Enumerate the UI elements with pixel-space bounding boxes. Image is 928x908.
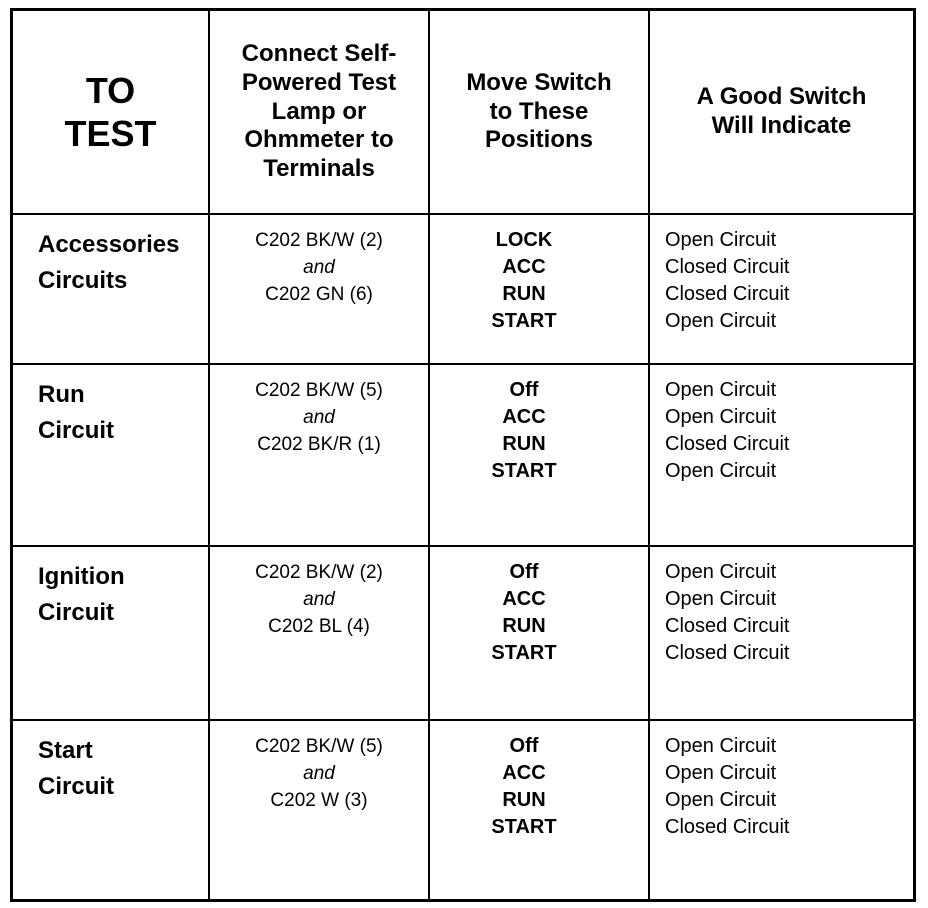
row-label-line: Accessories — [38, 231, 180, 258]
terminal-line: C202 GN (6) — [265, 284, 373, 305]
position-line: ACC — [502, 406, 546, 428]
terminal-and: and — [303, 257, 335, 278]
result-line: Open Circuit — [665, 588, 777, 610]
header-move-line: Positions — [484, 126, 593, 154]
header-connect-line: Terminals — [263, 155, 375, 183]
row-label-cell — [13, 364, 209, 546]
terminal-and: and — [303, 407, 335, 428]
position-line: START — [491, 816, 557, 838]
terminal-and: and — [303, 763, 335, 784]
table-row — [13, 364, 913, 546]
row-label-cell — [13, 214, 209, 364]
positions-cell — [429, 720, 649, 899]
row-label-line: Circuit — [38, 599, 115, 626]
results-cell — [649, 720, 913, 899]
position-line: ACC — [502, 256, 546, 278]
position-line: RUN — [502, 433, 546, 455]
table-row — [13, 720, 913, 899]
terminal-and: and — [303, 589, 335, 610]
result-line: Open Circuit — [665, 460, 777, 482]
header-to-test-line: TEST — [64, 113, 157, 154]
position-line: RUN — [502, 615, 546, 637]
result-line: Closed Circuit — [665, 642, 790, 664]
terminal-line: C202 BK/R (1) — [257, 434, 381, 455]
position-line: ACC — [502, 762, 546, 784]
table-row — [13, 546, 913, 720]
result-line: Closed Circuit — [665, 433, 790, 455]
terminals-cell — [209, 364, 429, 546]
header-indicate-line: A Good Switch — [696, 83, 867, 111]
position-line: START — [491, 642, 557, 664]
header-move-line: to These — [489, 97, 589, 125]
header-move-switch — [429, 11, 649, 214]
result-line: Open Circuit — [665, 762, 777, 784]
position-line: ACC — [502, 588, 546, 610]
position-line: RUN — [502, 283, 546, 305]
header-connect-line: Lamp or — [271, 97, 367, 125]
header-good-switch — [649, 11, 913, 214]
position-line: START — [491, 460, 557, 482]
result-line: Closed Circuit — [665, 816, 790, 838]
terminal-line: C202 BK/W (5) — [255, 380, 383, 401]
position-line: RUN — [502, 789, 546, 811]
position-line: LOCK — [495, 229, 553, 251]
header-to-test — [13, 11, 209, 214]
header-to-test-line: TO — [85, 69, 136, 111]
results-cell — [649, 364, 913, 546]
switch-test-table — [13, 11, 913, 899]
terminal-line: C202 BL (4) — [268, 616, 370, 637]
positions-cell — [429, 214, 649, 364]
header-connect-line: Connect Self- — [241, 40, 397, 67]
row-label-line: Circuit — [38, 417, 115, 444]
position-line: Off — [509, 561, 539, 583]
row-label-line: Circuit — [38, 773, 115, 800]
row-label-line: Start — [38, 737, 93, 764]
table-row — [13, 214, 913, 364]
result-line: Open Circuit — [665, 229, 777, 251]
header-connect-line: Powered Test — [241, 68, 397, 96]
position-line: Off — [509, 735, 539, 757]
positions-cell — [429, 364, 649, 546]
results-cell — [649, 214, 913, 364]
positions-cell — [429, 546, 649, 720]
result-line: Open Circuit — [665, 735, 777, 757]
results-cell — [649, 546, 913, 720]
terminal-line: C202 BK/W (2) — [255, 230, 383, 251]
header-connect — [209, 11, 429, 214]
row-label-cell — [13, 546, 209, 720]
result-line: Open Circuit — [665, 789, 777, 811]
result-line: Closed Circuit — [665, 256, 790, 278]
result-line: Open Circuit — [665, 561, 777, 583]
terminals-cell — [209, 720, 429, 899]
header-row — [13, 11, 913, 214]
row-label-cell — [13, 720, 209, 899]
position-line: Off — [509, 379, 539, 401]
terminals-cell — [209, 546, 429, 720]
result-line: Closed Circuit — [665, 615, 790, 637]
header-connect-line: Ohmmeter to — [244, 126, 394, 154]
header-indicate-line: Will Indicate — [711, 112, 852, 139]
switch-test-table-frame — [10, 8, 916, 902]
header-move-line: Move Switch — [466, 68, 612, 96]
row-label-line: Run — [38, 381, 85, 408]
result-line: Closed Circuit — [665, 283, 790, 305]
row-label-line: Circuits — [38, 267, 128, 294]
terminal-line: C202 W (3) — [270, 790, 368, 811]
result-line: Open Circuit — [665, 310, 777, 332]
result-line: Open Circuit — [665, 406, 777, 428]
terminal-line: C202 BK/W (5) — [255, 736, 383, 757]
terminals-cell — [209, 214, 429, 364]
row-label-line: Ignition — [38, 563, 125, 590]
result-line: Open Circuit — [665, 379, 777, 401]
terminal-line: C202 BK/W (2) — [255, 562, 383, 583]
position-line: START — [491, 310, 557, 332]
